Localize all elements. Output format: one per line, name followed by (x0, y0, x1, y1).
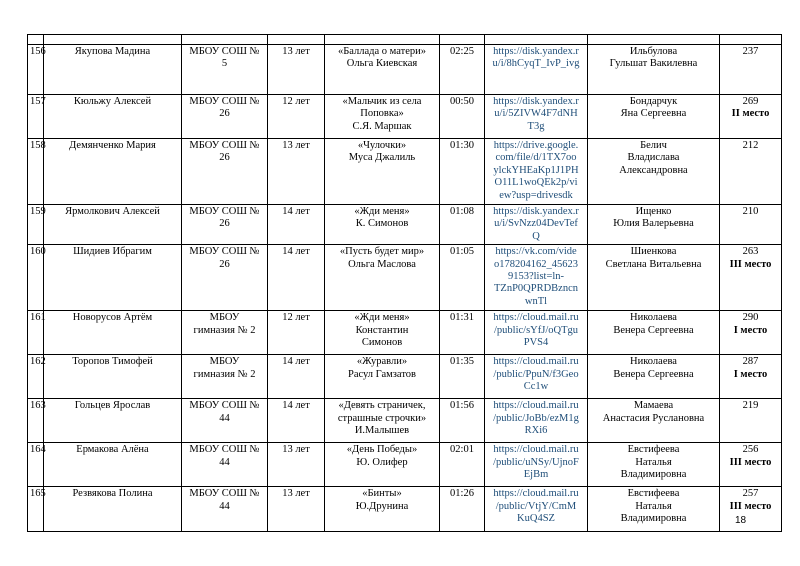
participant-age: 12 лет (268, 311, 325, 355)
place-label: II место (731, 108, 770, 120)
work-title: «Мальчик из села Поповка» С.Я. Маршак (325, 95, 440, 139)
work-title: «Баллада о матери» Ольга Киевская (325, 45, 440, 95)
duration: 02:01 (440, 443, 485, 487)
teacher-name: Шиенкова Светлана Витальевна (588, 245, 720, 311)
participant-name: Торопов Тимофей (44, 355, 182, 399)
video-link[interactable]: https://drive.google. com/file/d/1TX7oo ylckYHEaKp1J1PH O11L1woQEk2p/vi ew?usp=drivesdk (485, 139, 588, 205)
row-number: 162 (28, 355, 44, 399)
school-name: МБОУ СОШ № 44 (182, 443, 268, 487)
participant-name: Резвякова Полина (44, 487, 182, 532)
score-cell (720, 487, 782, 532)
video-link[interactable]: https://disk.yandex.r u/i/8hCyqT_IvP_ivg (485, 45, 588, 95)
school-name: МБОУ СОШ № 5 (182, 45, 268, 95)
teacher-name: Белич Владислава Александровна (588, 139, 720, 205)
score-value: 290 (742, 312, 759, 324)
page-number: 18 (735, 515, 747, 526)
score-cell (720, 311, 782, 355)
row-number: 156 (28, 45, 44, 95)
video-link[interactable]: https://vk.com/vide o178204162_45623 9153?list=ln- TZnP0QPRDBzncn wnTl (485, 245, 588, 311)
work-title: «Жди меня» Константин Симонов (325, 311, 440, 355)
participant-age: 13 лет (268, 443, 325, 487)
score-cell (720, 355, 782, 399)
video-link[interactable]: https://cloud.mail.ru /public/JoBb/ezM1g RXi6 (485, 399, 588, 443)
teacher-name: Николаева Венера Сергеевна (588, 311, 720, 355)
place-label: I место (733, 368, 768, 380)
table-row (28, 443, 782, 487)
table-row (28, 355, 782, 399)
row-number: 165 (28, 487, 44, 532)
work-title: «Чулочки» Муса Джалиль (325, 139, 440, 205)
school-name: МБОУ гимназия № 2 (182, 355, 268, 399)
work-title: «Жди меня» К. Симонов (325, 205, 440, 245)
teacher-name: Мамаева Анастасия Руслановна (588, 399, 720, 443)
score-cell (720, 205, 782, 245)
participant-age: 14 лет (268, 245, 325, 311)
video-link[interactable]: https://cloud.mail.ru /public/VtjY/CmM KuQ4SZ (485, 487, 588, 532)
school-name: МБОУ СОШ № 26 (182, 245, 268, 311)
table-row (28, 139, 782, 205)
video-link[interactable]: https://cloud.mail.ru /public/sYfJ/oQTgu PVS4 (485, 311, 588, 355)
teacher-name: Бондарчук Яна Сергеевна (588, 95, 720, 139)
score-cell (720, 399, 782, 443)
score-value: 219 (742, 400, 759, 412)
score-value: 287 (742, 356, 759, 368)
duration: 01:35 (440, 355, 485, 399)
score-value: 237 (742, 46, 759, 57)
participant-name: Гольцев Ярослав (44, 399, 182, 443)
work-title: «Бинты» Ю.Друнина (325, 487, 440, 532)
video-link[interactable]: https://cloud.mail.ru /public/PpuN/f3Geo Cc1w (485, 355, 588, 399)
row-number: 163 (28, 399, 44, 443)
score-cell (720, 95, 782, 139)
place-label: III место (729, 456, 772, 468)
table-row (28, 45, 782, 95)
participant-age: 14 лет (268, 399, 325, 443)
table-row (28, 245, 782, 311)
table-row (28, 205, 782, 245)
score-value: 269 (742, 96, 759, 107)
teacher-name: Ильбулова Гульшат Вакилевна (588, 45, 720, 95)
participant-name: Новорусов Артём (44, 311, 182, 355)
score-cell (720, 443, 782, 487)
score-value: 263 (742, 246, 759, 258)
row-number: 161 (28, 311, 44, 355)
work-title: «День Победы» Ю. Олифер (325, 443, 440, 487)
place-label: I место (733, 324, 768, 336)
school-name: МБОУ гимназия № 2 (182, 311, 268, 355)
video-link[interactable]: https://disk.yandex.r u/i/5ZIVW4F7dNH T3g (485, 95, 588, 139)
score-cell (720, 245, 782, 311)
participant-name: Якупова Мадина (44, 45, 182, 95)
participant-name: Демянченко Мария (44, 139, 182, 205)
video-link[interactable]: https://cloud.mail.ru /public/uNSy/UjnoF EjBm (485, 443, 588, 487)
participant-age: 14 лет (268, 205, 325, 245)
place-label: III место (729, 258, 772, 270)
duration: 01:31 (440, 311, 485, 355)
place-label: III место (729, 500, 772, 512)
work-title: «Журавли» Расул Гамзатов (325, 355, 440, 399)
participants-table (27, 34, 782, 532)
table-row (28, 95, 782, 139)
school-name: МБОУ СОШ № 26 (182, 95, 268, 139)
row-number: 157 (28, 95, 44, 139)
table-row (28, 487, 782, 532)
participant-name: Ярмолкович Алексей (44, 205, 182, 245)
row-number: 159 (28, 205, 44, 245)
table-row (28, 311, 782, 355)
teacher-name: Евстифеева Наталья Владимировна (588, 487, 720, 532)
row-number: 160 (28, 245, 44, 311)
work-title: «Пусть будет мир» Ольга Маслова (325, 245, 440, 311)
participant-name: Ермакова Алёна (44, 443, 182, 487)
duration: 00:50 (440, 95, 485, 139)
teacher-name: Евстифеева Наталья Владимировна (588, 443, 720, 487)
duration: 01:56 (440, 399, 485, 443)
duration: 01:05 (440, 245, 485, 311)
participant-name: Шидиев Ибрагим (44, 245, 182, 311)
duration: 01:30 (440, 139, 485, 205)
score-value: 257 (742, 488, 759, 500)
teacher-name: Николаева Венера Сергеевна (588, 355, 720, 399)
participant-age: 13 лет (268, 45, 325, 95)
score-cell (720, 139, 782, 205)
duration: 02:25 (440, 45, 485, 95)
teacher-name: Ищенко Юлия Валерьевна (588, 205, 720, 245)
table-top-row (28, 35, 782, 45)
participant-age: 14 лет (268, 355, 325, 399)
table-row (28, 399, 782, 443)
row-number: 164 (28, 443, 44, 487)
score-value: 212 (742, 140, 759, 151)
school-name: МБОУ СОШ № 44 (182, 399, 268, 443)
participant-age: 13 лет (268, 487, 325, 532)
participant-name: Кюльжу Алексей (44, 95, 182, 139)
school-name: МБОУ СОШ № 44 (182, 487, 268, 532)
row-number: 158 (28, 139, 44, 205)
school-name: МБОУ СОШ № 26 (182, 205, 268, 245)
duration: 01:26 (440, 487, 485, 532)
participant-age: 13 лет (268, 139, 325, 205)
score-value: 210 (742, 206, 759, 217)
score-cell (720, 45, 782, 95)
work-title: «Девять страничек, страшные строчки» И.Малышев (325, 399, 440, 443)
duration: 01:08 (440, 205, 485, 245)
score-value: 256 (742, 444, 759, 456)
participant-age: 12 лет (268, 95, 325, 139)
school-name: МБОУ СОШ № 26 (182, 139, 268, 205)
video-link[interactable]: https://disk.yandex.r u/i/SvNzz04DevTef Q (485, 205, 588, 245)
